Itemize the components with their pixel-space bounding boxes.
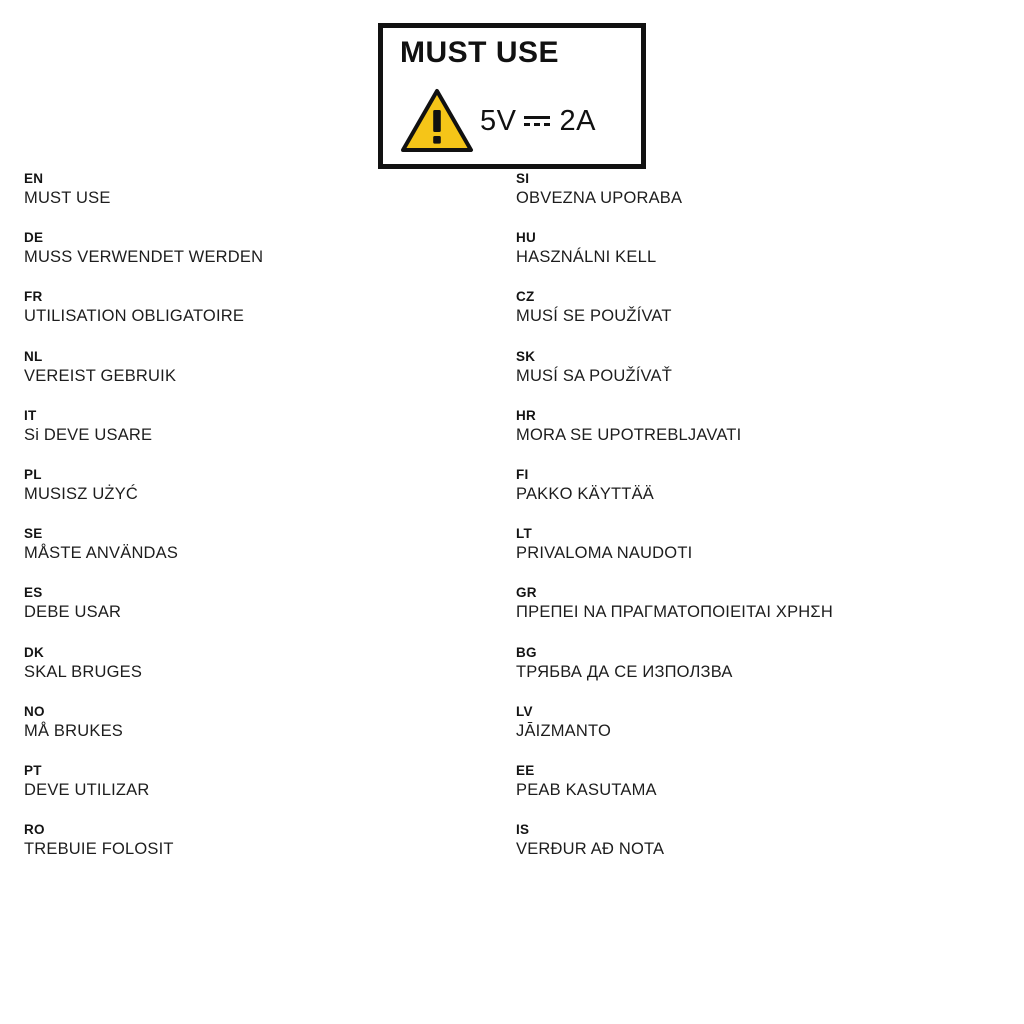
label-rating-row (400, 88, 596, 154)
language-code: SK (516, 348, 536, 364)
language-code: LT (516, 526, 533, 542)
translation-entry (24, 762, 494, 801)
label-title: MUST USE (400, 36, 560, 69)
translation-entry (516, 703, 986, 742)
translation-entry (516, 288, 986, 327)
language-code: FI (516, 466, 529, 482)
language-code: DE (24, 230, 44, 246)
translation-text: SKAL BRUGES (24, 662, 143, 681)
language-code: LV (516, 703, 533, 719)
dc-current-symbol-icon (524, 112, 550, 130)
language-code: EN (24, 171, 44, 186)
language-code: IT (24, 407, 37, 423)
translation-text: UTILISATION OBLIGATOIRE (24, 307, 245, 326)
translation-text: DEBE USAR (24, 603, 122, 622)
translation-entry (24, 525, 494, 564)
translation-entry (516, 348, 986, 387)
translation-text: MUSS VERWENDET WERDEN (24, 248, 264, 267)
translation-text: MÅ BRUKES (24, 721, 123, 740)
language-code: FR (24, 289, 43, 305)
translation-text: MORA SE UPOTREBLJAVATI (516, 425, 742, 444)
translation-entry (516, 229, 986, 268)
translation-entry (516, 170, 986, 209)
warning-triangle-icon (400, 88, 474, 154)
translation-entry (24, 170, 494, 209)
translation-entry (24, 703, 494, 742)
translation-text: VEREIST GEBRUIK (24, 366, 177, 385)
translation-entry (516, 762, 986, 801)
translation-text: PEAB KASUTAMA (516, 780, 657, 799)
current-value: 2A (559, 104, 596, 137)
translation-text: MUST USE (24, 189, 111, 207)
language-code: HR (516, 407, 537, 423)
language-code: EE (516, 762, 535, 778)
translation-text: MUSÍ SA POUŽÍVAŤ (516, 366, 673, 385)
warning-label-box (378, 23, 646, 169)
translation-text: DEVE UTILIZAR (24, 780, 150, 799)
translation-entry (24, 644, 494, 683)
language-code: NO (24, 703, 45, 719)
translation-entry (24, 466, 494, 505)
language-code: PT (24, 762, 42, 778)
translation-entry (516, 466, 986, 505)
translations-column-right (516, 170, 986, 880)
translation-text: ТРЯБВА ДА СЕ ИЗПОЛЗВА (516, 662, 733, 681)
translation-entry (516, 584, 986, 623)
language-code: DK (24, 644, 45, 660)
language-code: PL (24, 466, 42, 482)
translation-entry (24, 584, 494, 623)
voltage-value: 5V (480, 104, 517, 137)
translation-text: VERÐUR AÐ NOTA (516, 840, 665, 859)
language-code: BG (516, 644, 537, 660)
translation-entry (516, 644, 986, 683)
language-code: HU (516, 230, 537, 246)
translation-text: MUSISZ UŻYĆ (24, 484, 139, 503)
translation-entry (516, 407, 986, 446)
language-code: RO (24, 822, 45, 838)
translation-entry (24, 288, 494, 327)
translation-entry (24, 821, 494, 860)
translation-text: ΠΡΕΠΕΙ ΝΑ ΠΡΑΓΜΑΤΟΠΟΙΕΙΤΑΙ ΧΡΗΣΗ (516, 603, 833, 622)
language-code: NL (24, 348, 43, 364)
translation-text: PAKKO KÄYTTÄÄ (516, 484, 654, 503)
translation-entry (24, 229, 494, 268)
power-rating (480, 105, 596, 138)
translation-entry (24, 407, 494, 446)
translation-text: HASZNÁLNI KELL (516, 248, 657, 267)
translation-entry (24, 348, 494, 387)
translation-text: MÅSTE ANVÄNDAS (24, 544, 179, 563)
translation-entry (516, 821, 986, 860)
language-code: ES (24, 585, 43, 601)
translation-text: OBVEZNA UPORABA (516, 189, 683, 207)
language-code: GR (516, 585, 537, 601)
language-code: CZ (516, 289, 535, 305)
translation-text: Si DEVE USARE (24, 425, 153, 444)
translation-entry (516, 525, 986, 564)
language-code: SI (516, 171, 530, 186)
language-code: SE (24, 526, 43, 542)
translations-column-left (24, 170, 494, 880)
translation-text: PRIVALOMA NAUDOTI (516, 544, 693, 563)
translation-text: MUSÍ SE POUŽÍVAT (516, 307, 672, 326)
translation-text: JĀIZMANTO (516, 721, 611, 740)
translation-text: TREBUIE FOLOSIT (24, 840, 174, 859)
language-code: IS (516, 822, 530, 838)
